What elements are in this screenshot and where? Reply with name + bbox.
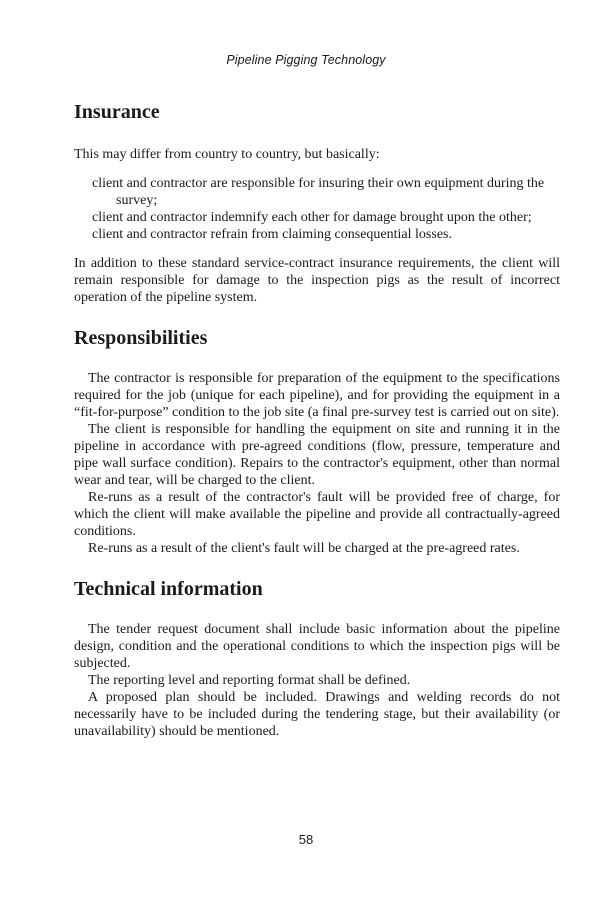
insurance-item: client and contractor indemnify each other for damage brought upon the other;: [92, 210, 532, 225]
insurance-item: client and contractor are responsible for insuring their own equipment during the survey;: [92, 176, 545, 208]
responsibilities-paragraph: Re-runs as a result of the contractor's fault will be provided free of charge, for which the client will make available the pipeline and provide all contractually-agreed conditions.: [74, 490, 560, 539]
technical-section: [74, 577, 560, 740]
technical-heading: Technical information: [74, 578, 263, 600]
insurance-paragraph: In addition to these standard service-contract insurance requirements, the client will remain responsible for damage to the inspection pigs as the result of incorrect operation of the pipeline system.: [74, 256, 560, 305]
insurance-section: [74, 100, 560, 306]
insurance-intro: This may differ from country to country, but basically:: [74, 147, 380, 162]
technical-paragraph: The tender request document shall include basic information about the pipeline design, condition and the operational conditions to which the inspection pigs will be subjected.: [74, 622, 560, 671]
page-number: 58: [298, 832, 314, 847]
insurance-heading: Insurance: [74, 101, 160, 123]
responsibilities-heading: Responsibilities: [74, 327, 208, 349]
insurance-list: [74, 175, 560, 243]
responsibilities-paragraph: The contractor is responsible for preparation of the equipment to the specifications required for the job (unique for each pipeline), and for providing the equipment in a “fit-for-purpose” condition to the job site (a final pre-survey test is carried out on site).: [74, 371, 560, 420]
responsibilities-paragraph: The client is responsible for handling the equipment on site and running it in the pipeline in accordance with pre-agreed conditions (flow, pressure, temperature and pipe wall surface condition). Repairs to the contractor's equipment, other than normal wear and tear, will be charged to the client.: [74, 422, 560, 488]
page-content: [74, 100, 560, 740]
insurance-item: client and contractor refrain from claiming consequential losses.: [92, 227, 452, 242]
running-head: Pipeline Pigging Technology: [226, 53, 386, 67]
technical-paragraph: A proposed plan should be included. Drawings and welding records do not necessarily have to be included during the tendering stage, but their availability (or unavailability) should be mentioned.: [74, 690, 560, 739]
responsibilities-section: [74, 326, 560, 557]
responsibilities-paragraph: Re-runs as a result of the client's fault will be charged at the pre-agreed rates.: [88, 541, 520, 556]
technical-paragraph: The reporting level and reporting format shall be defined.: [88, 673, 411, 688]
